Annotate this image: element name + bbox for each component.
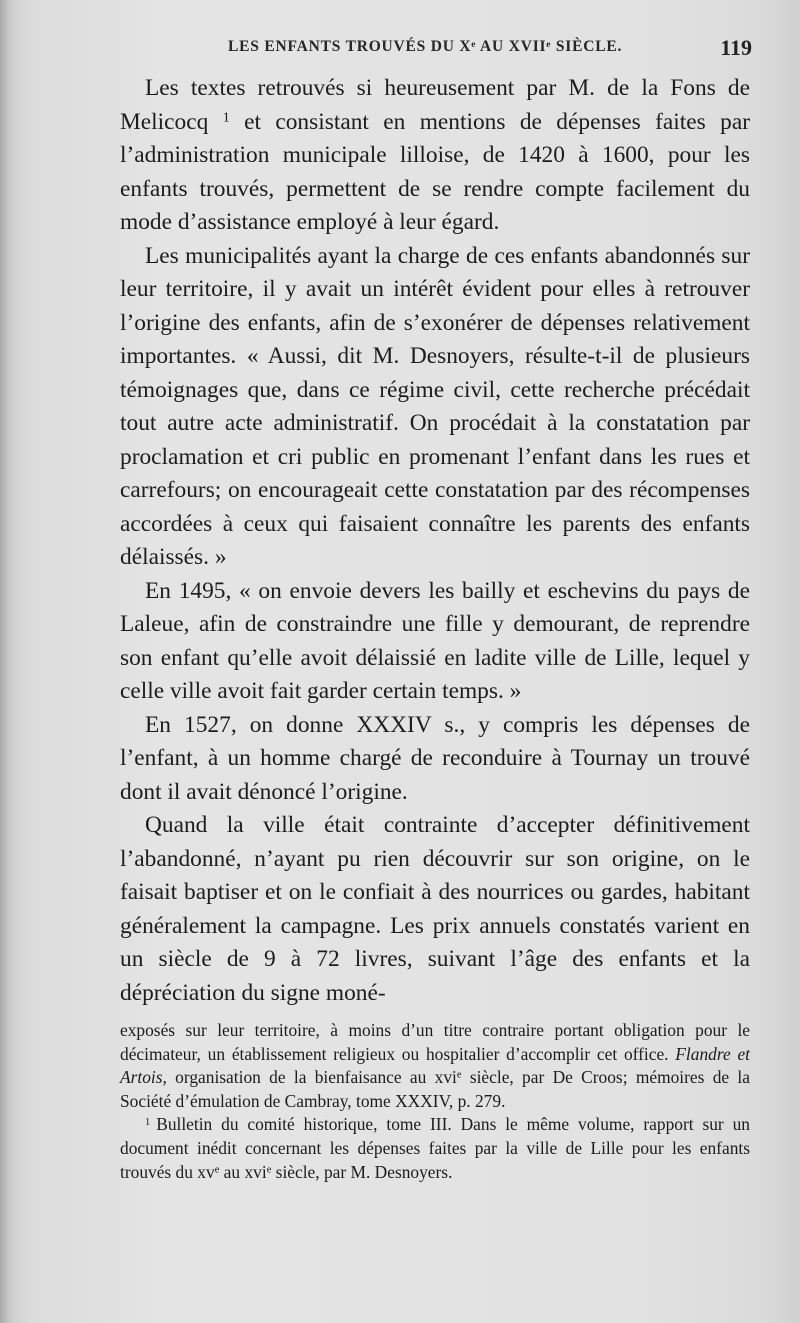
page-number: 119 (720, 35, 752, 60)
century-suffix: e (266, 1163, 272, 1175)
paragraph-1 (120, 72, 750, 240)
footnote-1-text: Bulletin du comité historique, tome III. Dans le même volume, rapport sur un document inédit concernant les dépenses faites par la ville de Lille pour les enfants trouvés du (120, 1114, 750, 1182)
paragraph-2: Les municipalités ayant la charge de ces enfants abandonnés sur leur territoire, il y avait un intérêt évident pour elles à retrouver l’origine des enfants, afin de s’exonérer de dépenses relativement importantes. « Aussi, dit M. Desnoyers, résulte-t-il de plusieurs témoignages que, dans ce régime civil, cette recherche précédait tout autre acte administratif. On procédait à la constatation par proclamation et cri public en promenant l’enfant dans les rues et carrefours; on encourageait cette constatation par des récompenses accordées à ceux qui faisaient connaître les parents des enfants délaissés. » (120, 242, 750, 570)
footnote-continued-text: exposés sur leur territoire, à moins d’un titre contraire portant obligation pour le décimateur, un établissement religieux ou hospitalier d’accomplir cet office. (120, 1020, 750, 1064)
footnote-continued-text-3: siècle, par De Croos; mémoires de la Société d’émulation de Cambray, tome XXXIV, p. 279. (120, 1067, 750, 1111)
century-numeral: xvi (244, 1161, 267, 1182)
paragraph-3: En 1495, « on envoie devers les bailly et eschevins du pays de Laleue, afin de constraindre une fille y demourant, de reprendre son enfant qu’elle avoit délaissié en ladite ville de Lille, lequel y celle ville avoit fait garder certain temps. » (120, 577, 750, 704)
paragraph-4: En 1527, on donne XXXIV s., y compris les dépenses de l’enfant, à un homme chargé de reconduire à Tournay un trouvé dont il avait dénoncé l’origine. (120, 711, 750, 805)
footnote-1-text-3: siècle, par M. Desnoyers. (271, 1161, 453, 1182)
paragraph-1-text-start: Les textes retrouvés si heureusement par M. de la Fons de Melicocq (120, 75, 750, 135)
century-suffix: e (214, 1163, 220, 1175)
century-numeral: xv (197, 1161, 215, 1182)
footnote-1-marker: 1 (145, 1116, 151, 1128)
footnote-italic-title: Flandre et Artois, (120, 1043, 750, 1088)
paragraph-1-text-end: et consistant en mentions de dépenses faites par l’administration municipale lilloise, de 1420 à 1600, pour les enfants trouvés, permettent de se rendre compte facilement du mode d’assistance employé à leur égard. (120, 108, 750, 235)
main-text (120, 72, 750, 1010)
footnote-continued-text-2: organisation de la bienfaisance au (166, 1067, 435, 1088)
century-numeral: xvi (434, 1067, 457, 1088)
century-suffix: e (456, 1069, 462, 1081)
footnote-continued (120, 1019, 750, 1113)
page-gutter-shadow (0, 0, 14, 1323)
running-head (120, 35, 752, 62)
footnote-1 (120, 1113, 750, 1184)
running-title: LES ENFANTS TROUVÉS DU Xᵉ AU XVIIᵉ SIÈCLE. (228, 38, 623, 55)
footnote-reference-1: 1 (222, 108, 230, 125)
footnote-1-text-2: au (219, 1161, 245, 1182)
paragraph-5: Quand la ville était contrainte d’accepter définitivement l’abandonné, n’ayant pu rien découvrir sur son origine, on le faisait baptiser et on le confiait à des nourrices ou gardes, habitant généralement la campagne. Les prix annuels constatés varient en un siècle de 9 à 72 livres, suivant l’âge des enfants et la dépréciation du signe moné- (120, 812, 750, 1006)
footnotes (120, 1019, 750, 1184)
